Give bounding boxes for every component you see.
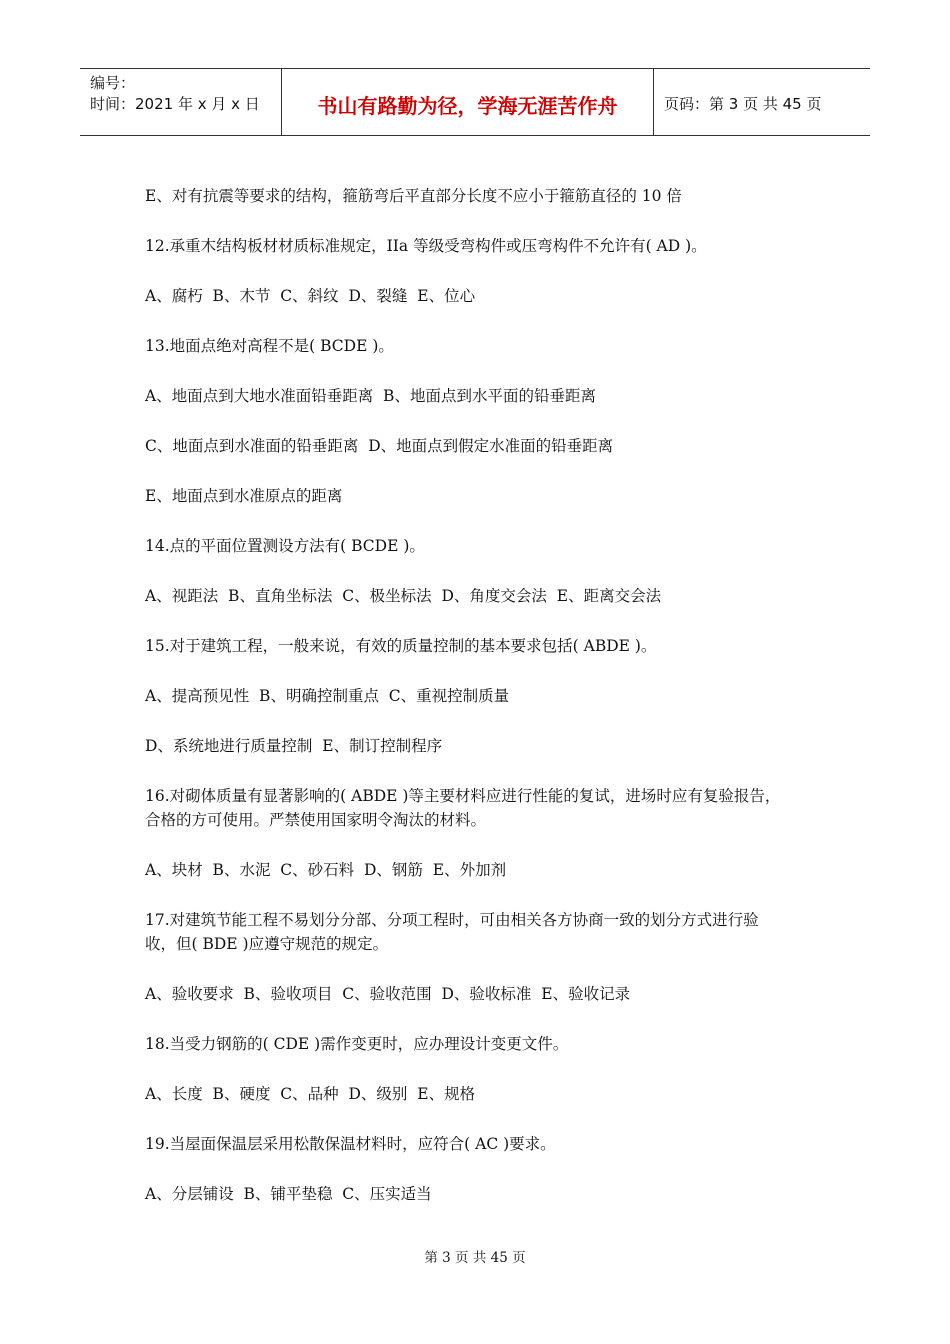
question-15: 15.对于建筑工程，一般来说，有效的质量控制的基本要求包括( ABDE )。 [145, 637, 657, 655]
page-footer: 第 3 页 共 45 页 [424, 1250, 526, 1266]
question-12: 12.承重木结构板材材质标准规定，IIa 等级受弯构件或压弯构件不允许有( AD )。 [145, 237, 707, 255]
header-page-info: 页码：第 3 页 共 45 页 [664, 94, 822, 113]
text-line: E、对有抗震等要求的结构，箍筋弯后平直部分长度不应小于箍筋直径的 10 倍 [145, 187, 682, 205]
question-16: 16.对砌体质量有显著影响的( ABDE )等主要材料应进行性能的复试，进场时应有复验报告， [145, 787, 781, 805]
options-13-cd: C、地面点到水准面的铅垂距离 D、地面点到假定水准面的铅垂距离 [145, 437, 614, 455]
document-header [80, 68, 870, 136]
number-label: 编号： [90, 74, 136, 92]
options-12: A、腐朽 B、木节 C、斜纹 D、裂缝 E、位心 [145, 287, 476, 305]
question-16-cont: 合格的方可使用。严禁使用国家明令淘汰的材料。 [145, 811, 487, 829]
question-17: 17.对建筑节能工程不易划分分部、分项工程时，可由相关各方协商一致的划分方式进行验 [145, 911, 759, 929]
time-label: 时间：2021 年 x 月 x 日 [90, 95, 260, 113]
options-14: A、视距法 B、直角坐标法 C、极坐标法 D、角度交会法 E、距离交会法 [145, 587, 662, 605]
options-13-e: E、地面点到水准原点的距离 [145, 487, 343, 505]
options-15-de: D、系统地进行质量控制 E、制订控制程序 [145, 737, 443, 755]
options-16: A、块材 B、水泥 C、砂石料 D、钢筋 E、外加剂 [145, 861, 507, 879]
options-13-ab: A、地面点到大地水准面铅垂距离 B、地面点到水平面的铅垂距离 [145, 387, 596, 405]
document-body [145, 184, 825, 1206]
question-13: 13.地面点绝对高程不是( BCDE )。 [145, 337, 394, 355]
question-18: 18.当受力钢筋的( CDE )需作变更时，应办理设计变更文件。 [145, 1035, 569, 1053]
options-17: A、验收要求 B、验收项目 C、验收范围 D、验收标准 E、验收记录 [145, 985, 631, 1003]
question-19: 19.当屋面保温层采用松散保温材料时，应符合( AC )要求。 [145, 1135, 556, 1153]
options-19: A、分层铺设 B、铺平垫稳 C、压实适当 [145, 1185, 432, 1203]
header-motto: 书山有路勤为径，学海无涯苦作舟 [282, 69, 654, 135]
options-15-abc: A、提高预见性 B、明确控制重点 C、重视控制质量 [145, 687, 510, 705]
options-18: A、长度 B、硬度 C、品种 D、级别 E、规格 [145, 1085, 476, 1103]
header-left-cell [80, 69, 282, 135]
question-17-cont: 收，但( BDE )应遵守规范的规定。 [145, 935, 389, 953]
question-14: 14.点的平面位置测设方法有( BCDE )。 [145, 537, 425, 555]
